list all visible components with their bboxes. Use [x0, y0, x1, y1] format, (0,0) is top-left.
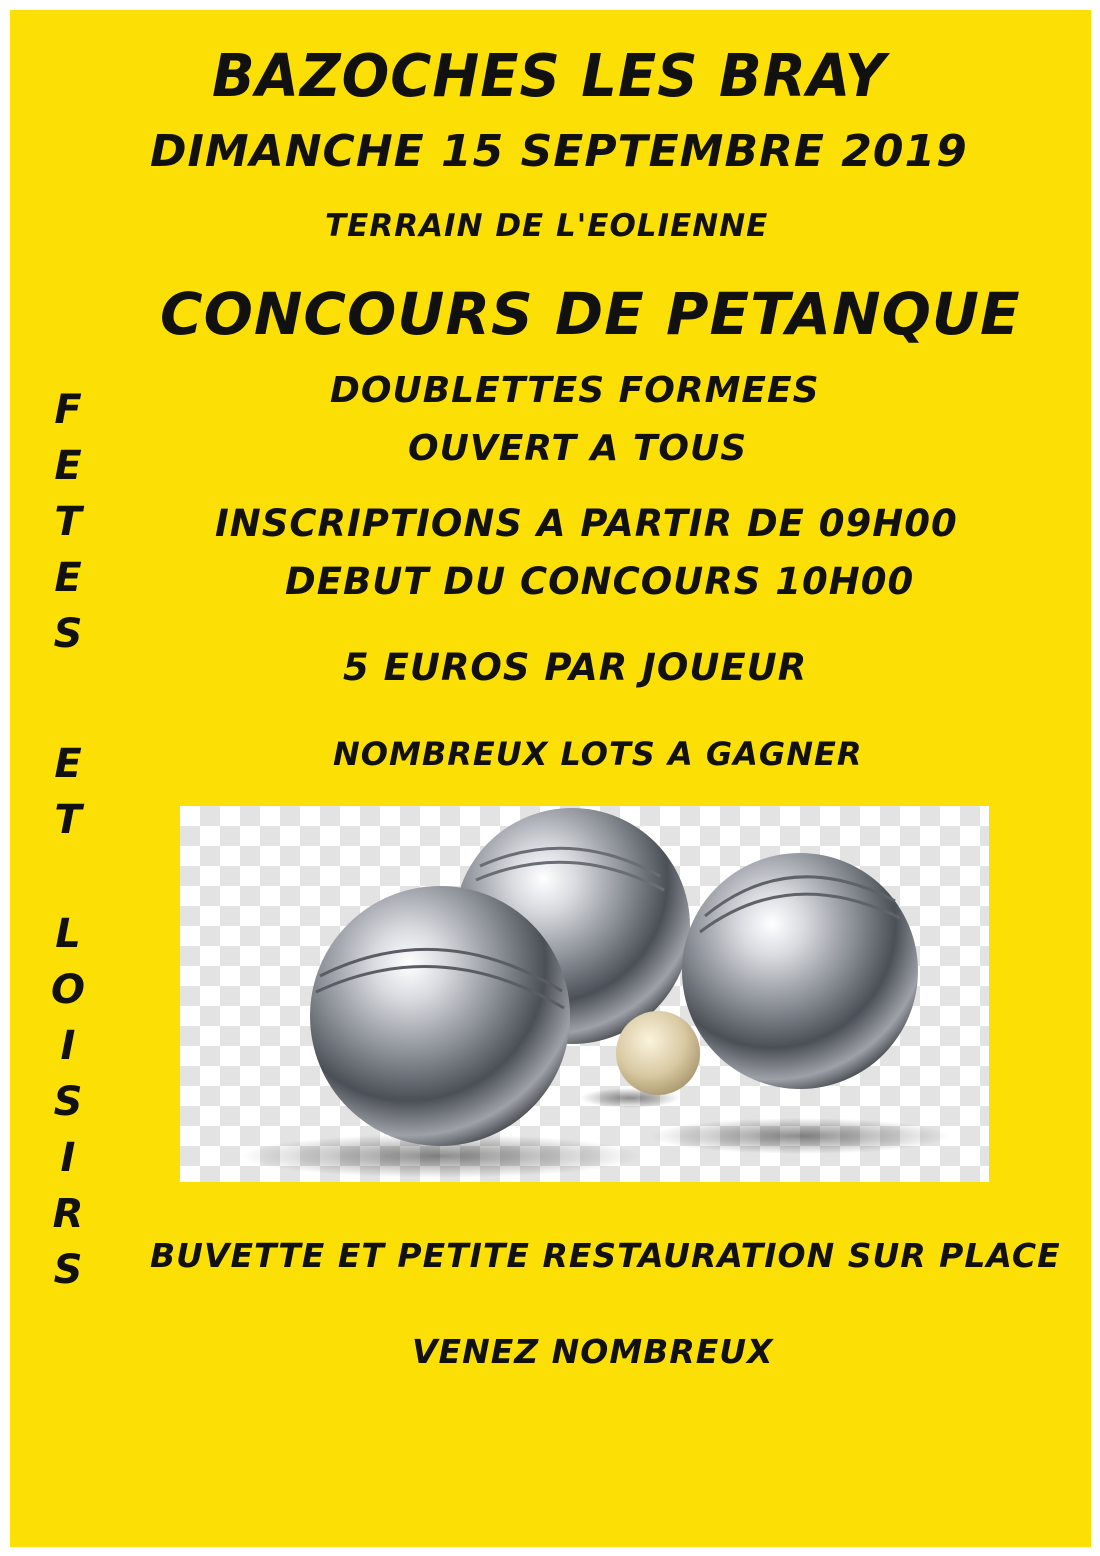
registration-time: INSCRIPTIONS A PARTIR DE 09H00 — [215, 502, 958, 545]
side-letter: T — [54, 499, 82, 545]
side-letter: S — [53, 611, 83, 657]
side-letter: R — [52, 1191, 84, 1237]
side-letter: I — [60, 1023, 76, 1069]
side-letter: E — [54, 555, 82, 601]
petanque-boules-photo — [180, 806, 989, 1182]
side-letter: L — [55, 911, 81, 957]
event-title: CONCOURS DE PETANQUE — [160, 280, 1021, 348]
event-open-to: OUVERT A TOUS — [408, 428, 748, 469]
side-letter: S — [53, 1079, 83, 1125]
boule-right — [682, 853, 918, 1089]
side-letter: S — [53, 1247, 83, 1293]
event-format: DOUBLETTES FORMEES — [330, 370, 820, 411]
prizes-text: NOMBREUX LOTS A GAGNER — [333, 735, 863, 773]
cochonnet — [616, 1011, 700, 1095]
shadow-shape — [650, 1118, 950, 1154]
side-text-et — [46, 736, 90, 848]
boules-illustration-icon — [180, 806, 989, 1182]
event-venue: TERRAIN DE L'EOLIENNE — [325, 208, 769, 244]
refreshments-text: BUVETTE ET PETITE RESTAURATION SUR PLACE — [150, 1236, 1061, 1275]
start-time: DEBUT DU CONCOURS 10H00 — [285, 560, 915, 603]
side-letter: I — [60, 1135, 76, 1181]
town-title: BAZOCHES LES BRAY — [212, 42, 887, 111]
closing-text: VENEZ NOMBREUX — [412, 1332, 774, 1371]
side-letter: F — [54, 387, 82, 433]
side-text-fetes — [46, 382, 90, 662]
side-letter: T — [54, 797, 82, 843]
boule-front — [310, 886, 570, 1146]
side-letter: E — [54, 443, 82, 489]
side-letter: O — [50, 967, 85, 1013]
event-date: DIMANCHE 15 SEPTEMBRE 2019 — [150, 126, 968, 177]
side-letter: E — [54, 741, 82, 787]
entry-price: 5 EUROS PAR JOUEUR — [343, 646, 808, 689]
